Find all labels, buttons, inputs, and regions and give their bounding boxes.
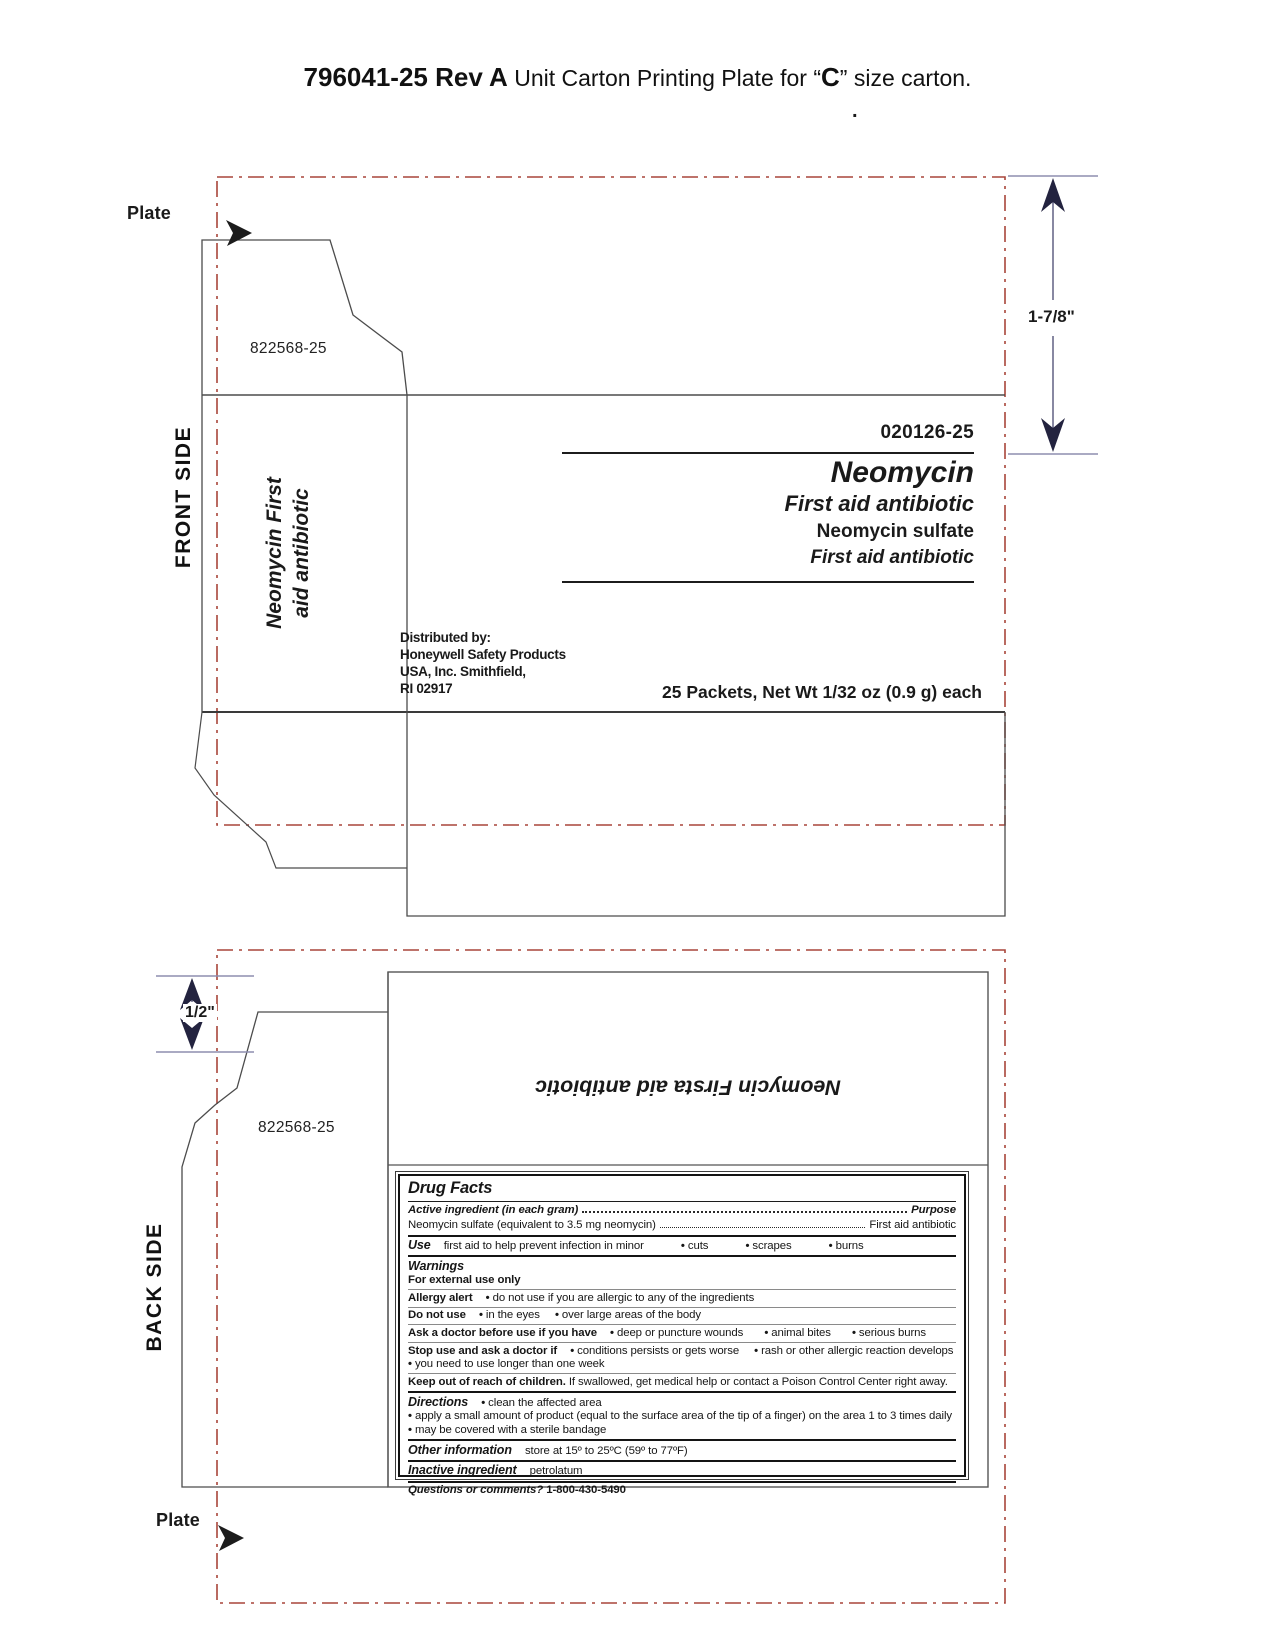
back-side-label: BACK SIDE: [143, 1222, 166, 1352]
ask-doctor-row: [408, 1324, 956, 1342]
bullet-item: • may be covered with a sterile bandage: [408, 1424, 606, 1436]
front-rule-bottom: [562, 581, 974, 583]
warnings-row: [408, 1255, 956, 1289]
bullet-item: • do not use if you are allergic to any of the ingredients: [486, 1292, 755, 1304]
dimension-label-1-7-8: 1-7/8": [1028, 307, 1075, 326]
bullet-item: • serious burns: [852, 1327, 926, 1339]
drug-facts-panel: [398, 1174, 966, 1497]
other-information-text: store at 15º to 25ºC (59º to 77ºF): [524, 1444, 688, 1457]
front-distributed-by: [400, 629, 566, 697]
other-information-row: [408, 1439, 956, 1460]
back-flipped-title: Neomycin Firsta aid antibiotic: [535, 1075, 841, 1100]
purpose-label: Purpose: [911, 1204, 956, 1217]
front-plate-label: Plate: [127, 203, 172, 223]
sheet-title-pre: Unit Carton Printing Plate for “: [507, 65, 822, 91]
bullet-item: • over large areas of the body: [555, 1309, 701, 1321]
bullet-item: • you need to use longer than one week: [408, 1358, 605, 1370]
directions-label: Directions: [408, 1394, 469, 1409]
front-rule-top: [562, 452, 974, 454]
front-top-flap-outline: [202, 240, 407, 395]
dotted-leader: [582, 1203, 907, 1213]
back-left-flap-outline: [182, 1012, 388, 1487]
bullet-item: • in the eyes: [479, 1309, 540, 1321]
front-left-panel-title-line2: aid antibiotic: [290, 488, 313, 618]
front-plate-arrow: [226, 220, 252, 246]
keep-out-label: Keep out of reach of children.: [408, 1375, 566, 1388]
front-ingredient-class: First aid antibiotic: [810, 547, 974, 568]
directions-row: [408, 1391, 956, 1439]
do-not-use-label: Do not use: [408, 1309, 466, 1322]
bullet-item: • apply a small amount of product (equal to the surface area of the tip of a finger) on the area 1 to 3 times daily: [408, 1410, 952, 1422]
front-net-weight: 25 Packets, Net Wt 1/32 oz (0.9 g) each: [662, 682, 982, 702]
front-subtitle: First aid antibiotic: [784, 491, 974, 516]
other-information-label: Other information: [408, 1442, 512, 1457]
bullet-item: • rash or other allergic reaction develops: [754, 1345, 953, 1357]
bullet-item: • scrapes: [745, 1240, 791, 1252]
active-ingredient-value: Neomycin sulfate (equivalent to 3.5 mg neomycin): [408, 1219, 656, 1232]
use-label: Use: [408, 1238, 431, 1253]
keep-out-row: [408, 1373, 956, 1391]
stray-period: .: [852, 100, 858, 122]
questions-label: Questions or comments?: [408, 1484, 544, 1497]
do-not-use-row: [408, 1307, 956, 1325]
sheet-title-post: ” size carton.: [839, 65, 972, 91]
inactive-ingredient-row: [408, 1460, 956, 1481]
front-side-label: FRONT SIDE: [172, 425, 195, 569]
bullet-item: • deep or puncture wounds: [610, 1327, 743, 1339]
front-part-number: 020126-25: [880, 422, 974, 443]
back-plate-arrow: [218, 1525, 244, 1551]
stop-use-row: [408, 1342, 956, 1373]
allergy-alert-row: [408, 1289, 956, 1307]
active-ingredient-heading-row: [408, 1202, 956, 1220]
questions-phone: 1-800-430-5490: [546, 1484, 626, 1497]
front-left-panel-title: [261, 477, 315, 629]
bullet-item: • animal bites: [764, 1327, 831, 1339]
front-left-panel-title-line1: Neomycin First: [263, 477, 286, 629]
ask-doctor-label: Ask a doctor before use if you have: [408, 1326, 597, 1339]
sheet-title-code: 796041-25 Rev A: [303, 62, 508, 92]
active-ingredient-label: Active ingredient (in each gram): [408, 1204, 579, 1217]
questions-row: [408, 1481, 956, 1500]
sheet-title: [0, 62, 1275, 93]
distributed-by-line1: Distributed by:: [400, 630, 491, 645]
bullet-item: • conditions persists or gets worse: [570, 1345, 739, 1357]
sheet-title-carton-size: C: [821, 62, 840, 92]
back-flap-code: 822568-25: [258, 1119, 335, 1136]
external-use-text: For external use only: [408, 1273, 521, 1286]
bullet-item: • clean the affected area: [481, 1397, 601, 1409]
front-brand: Neomycin: [830, 456, 974, 489]
bullet-item: • cuts: [681, 1240, 708, 1252]
purpose-value: First aid antibiotic: [869, 1219, 956, 1232]
front-ingredient: Neomycin sulfate: [816, 521, 974, 542]
dimension-label-1-2: 1/2": [185, 1004, 215, 1021]
front-lower-panel-outline: [407, 712, 1005, 916]
drug-facts-header: Drug Facts: [408, 1178, 956, 1202]
active-ingredient-value-row: [408, 1219, 956, 1234]
inactive-ingredient-text: petrolatum: [529, 1465, 583, 1478]
front-flap-code: 822568-25: [250, 340, 327, 357]
back-plate-label: Plate: [156, 1510, 201, 1530]
bullet-item: • burns: [829, 1240, 864, 1252]
stop-use-label: Stop use and ask a doctor if: [408, 1344, 558, 1357]
inactive-ingredient-label: Inactive ingredient: [408, 1463, 517, 1478]
keep-out-text: If swallowed, get medical help or contact a Poison Control Center right away.: [568, 1375, 948, 1388]
front-lower-flap-outline: [195, 712, 407, 868]
allergy-alert-label: Allergy alert: [408, 1291, 473, 1304]
use-row: [408, 1235, 956, 1256]
distributed-by-line2: Honeywell Safety Products: [400, 647, 566, 662]
distributed-by-line3: USA, Inc. Smithfield,: [400, 664, 526, 679]
use-text: first aid to help prevent infection in minor: [443, 1240, 644, 1253]
distributed-by-line4: RI 02917: [400, 681, 453, 696]
dotted-leader: [660, 1219, 866, 1228]
warnings-label: Warnings: [408, 1258, 464, 1273]
